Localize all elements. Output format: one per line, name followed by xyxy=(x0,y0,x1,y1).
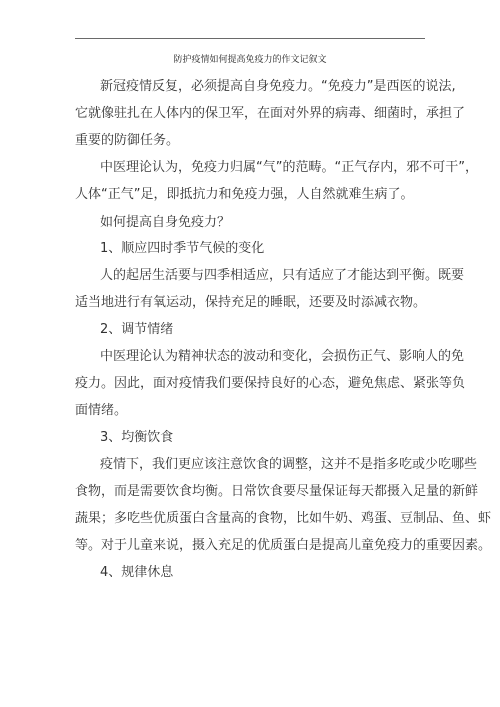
body-line: 人的起居生活要与四季相适应，只有适应了才能达到平衡。既要 xyxy=(100,268,465,283)
body-line: 它就像驻扎在人体内的保卫军，在面对外界的病毒、细菌时，承担了 xyxy=(75,106,466,121)
body-line: 适当地进行有氧运动，保持充足的睡眠，还要及时添减衣物。 xyxy=(75,295,427,310)
section-heading-2: 2、调节情绪 xyxy=(100,322,174,337)
body-line: 人体“正气”足，即抵抗力和免疫力强，人自然就难生病了。 xyxy=(75,187,414,202)
section-heading-1: 1、顺应四时季节气候的变化 xyxy=(100,241,265,256)
body-line: 蔬果；多吃些优质蛋白含量高的食物，比如牛奶、鸡蛋、豆制品、鱼、虾 xyxy=(75,511,492,526)
question-heading: 如何提高自身免疫力？ xyxy=(100,215,231,230)
body-line: 新冠疫情反复，必须提高自身免疫力。“免疫力”是西医的说法, xyxy=(100,79,456,94)
section-heading-3: 3、均衡饮食 xyxy=(100,430,174,445)
body-line: 中医理论认为，免疫力归属“气”的范畴。“正气存内，邪不可干”， xyxy=(100,160,478,175)
body-line: 等。对于儿童来说，摄入充足的优质蛋白是提高儿童免疫力的重要因素。 xyxy=(75,538,492,553)
body-line: 食物，而是需要饮食均衡。日常饮食要尽量保证每天都摄入足量的新鲜 xyxy=(75,484,479,499)
body-line: 中医理论认为精神状态的波动和变化，会损伤正气、影响人的免 xyxy=(100,349,465,364)
body-line: 疫情下，我们更应该注意饮食的调整，这并不是指多吃或少吃哪些 xyxy=(100,457,478,472)
document-title: 防护疫情如何提高免疫力的作文记叙文 xyxy=(173,55,327,65)
body-line: 疫力。因此，面对疫情我们要保持良好的心态，避免焦虑、紧张等负 xyxy=(75,376,466,391)
header-rule xyxy=(75,38,425,39)
body-line: 重要的防御任务。 xyxy=(75,133,180,148)
body-line: 面情绪。 xyxy=(75,403,128,418)
section-heading-4: 4、规律休息 xyxy=(100,565,174,580)
